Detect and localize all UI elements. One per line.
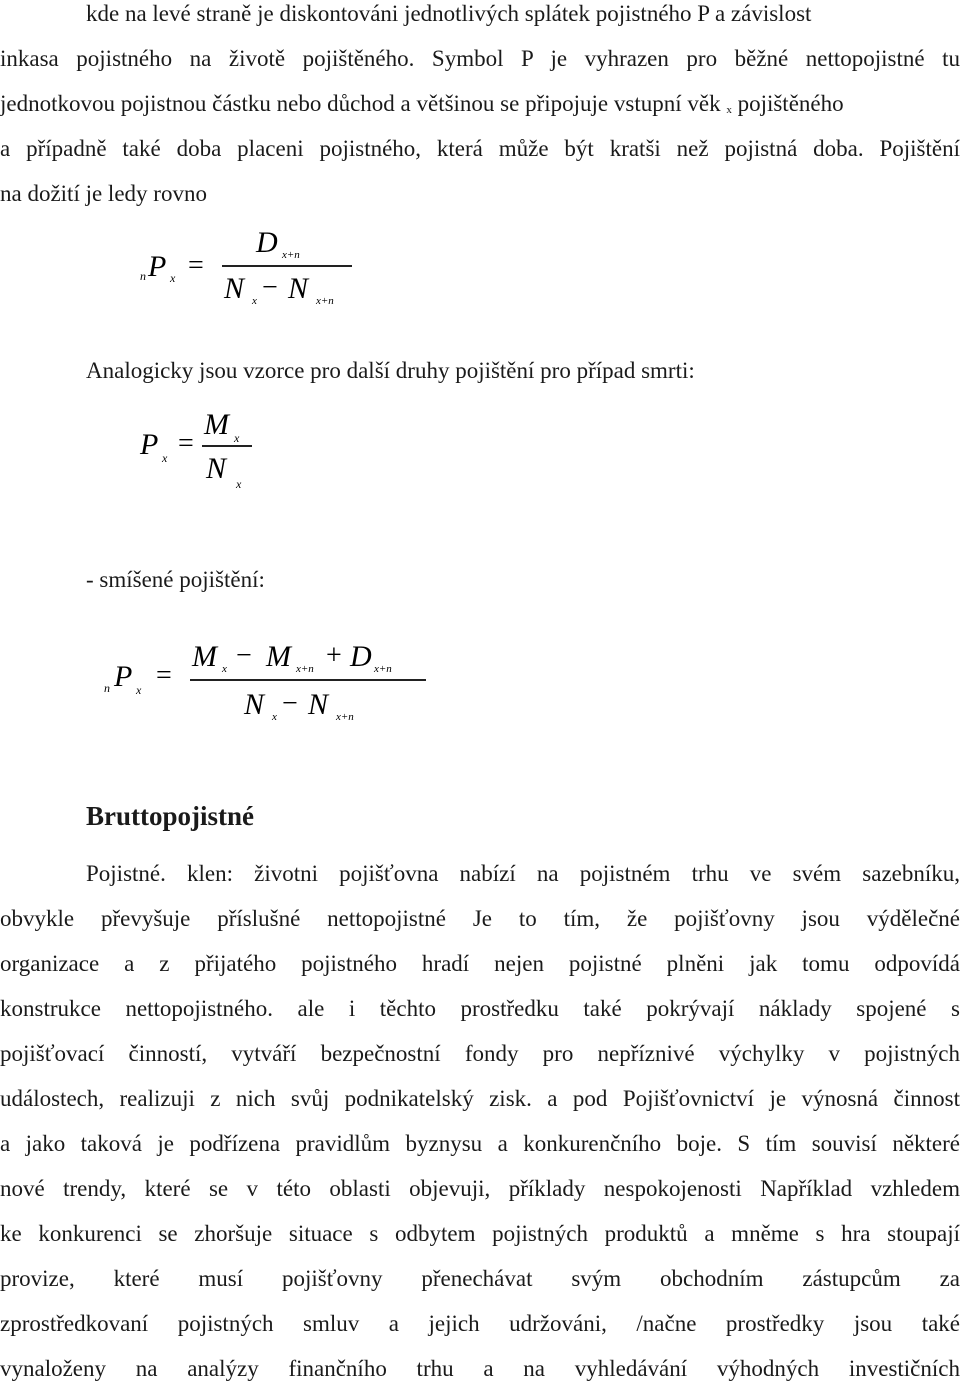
numerator-subscript-b: x+n (296, 663, 314, 675)
formula-mixed (104, 640, 434, 730)
lhs-subscript: x (136, 683, 142, 697)
text-line: obvykle převyšuje příslušné nettopojistné Je to tím, že pojišťovny jsou výdělečné (0, 906, 960, 931)
lhs-subscript: x (162, 451, 168, 465)
text-line: nové trendy, které se v této oblasti objevuji, příklady nespokojenosti Například vzhledem (0, 1176, 960, 1201)
plus-sign: + (326, 640, 342, 671)
text-line: Pojistné. klen: životni pojišťovna nabízí na pojistném trhu ve svém sazebníku, (86, 861, 960, 886)
numerator-symbol: D (256, 226, 278, 259)
text-line: konstrukce nettopojistného. ale i těchto prostředku také pokrývají náklady spojené s (0, 996, 960, 1021)
equals-sign: = (178, 428, 194, 459)
lhs-symbol: P (148, 250, 167, 283)
equals-sign: = (188, 250, 204, 281)
formula-endowment (140, 228, 370, 312)
text-line: provize, které musí pojišťovny přenechávat svým obchodním zástupcům za (0, 1266, 960, 1291)
formula-mixed-svg (104, 640, 434, 730)
text-line: - smíšené pojištění: (86, 567, 265, 592)
text-line: organizace a z přijatého pojistného hradí nejen pojistné plněni jak tomu odpovídá (0, 951, 960, 976)
text-line: kde na levé straně je diskontováni jednotlivých splátek pojistného P a závislost (86, 1, 812, 26)
prefix-subscript: n (140, 269, 146, 283)
numerator-symbol-c: D (350, 640, 372, 673)
formula-death-svg (138, 408, 268, 498)
denominator-symbol-a: N (244, 688, 265, 721)
text-line: ke konkurenci se zhoršuje situace s odbytem pojistných produktů a mněme s hra stoupají (0, 1221, 960, 1246)
numerator-subscript-a: x (222, 663, 227, 675)
denominator-subscript-a: x (272, 711, 277, 723)
equals-sign: = (156, 660, 172, 691)
text-line: na dožití je ledy rovno (0, 181, 207, 206)
denominator-subscript-b: x+n (336, 711, 354, 723)
numerator-symbol: M (204, 408, 229, 441)
denominator-symbol-b: N (308, 688, 329, 721)
text-line: pojišťovací činností, vytváří bezpečnostní fondy pro nepříznivé výchylky v pojistných (0, 1041, 960, 1066)
minus-sign: − (282, 688, 298, 719)
text-line: a jako taková je podřízena pravidlům byznysu a konkurenčního boje. S tím souvisí některé (0, 1131, 960, 1156)
minus-sign: − (236, 640, 252, 671)
denominator-symbol: N (206, 452, 227, 485)
text-line: vynaloženy na analýzy finančního trhu a na vyhledávání výhodných investičních (0, 1356, 960, 1381)
text-line: Analogicky jsou vzorce pro další druhy pojištění pro případ smrti: (86, 358, 695, 383)
numerator-subscript-c: x+n (374, 663, 392, 675)
lhs-symbol: P (114, 660, 133, 693)
minus-sign: − (262, 272, 278, 303)
denominator-subscript-a: x (252, 295, 257, 307)
numerator-subscript: x+n (282, 249, 300, 261)
subscript-x: x (726, 104, 732, 116)
denominator-subscript: x (236, 477, 242, 491)
lhs-symbol: P (140, 428, 159, 461)
denominator-symbol-a: N (224, 272, 245, 305)
text-line: a případně také doba placeni pojistného, která může být kratši než pojistná doba. Pojištění (0, 136, 960, 161)
formula-death (138, 408, 268, 498)
lhs-subscript: x (170, 271, 176, 285)
numerator-subscript: x (234, 431, 240, 445)
text-line: inkasa pojistného na životě pojištěného. Symbol P je vyhrazen pro běžné nettopojistné tu (0, 46, 960, 71)
text-line: událostech, realizuji z nich svůj podnikatelský zisk. a pod Pojišťovnictví je výnosná činnost (0, 1086, 960, 1111)
formula-endowment-svg (140, 228, 370, 312)
denominator-symbol-b: N (288, 272, 309, 305)
prefix-subscript: n (104, 681, 110, 695)
text-segment: jednotkovou pojistnou částku nebo důchod a většinou se připojuje vstupní věk (0, 91, 721, 116)
numerator-symbol-a: M (192, 640, 217, 673)
text-line: zprostředkovaní pojistných smluv a jejich udržováni, /načne prostředky jsou také (0, 1311, 960, 1336)
numerator-symbol-b: M (266, 640, 291, 673)
section-heading: Bruttopojistné (86, 801, 254, 831)
denominator-subscript-b: x+n (316, 295, 334, 307)
text-line (0, 90, 960, 124)
text-segment: pojištěného (737, 91, 844, 116)
